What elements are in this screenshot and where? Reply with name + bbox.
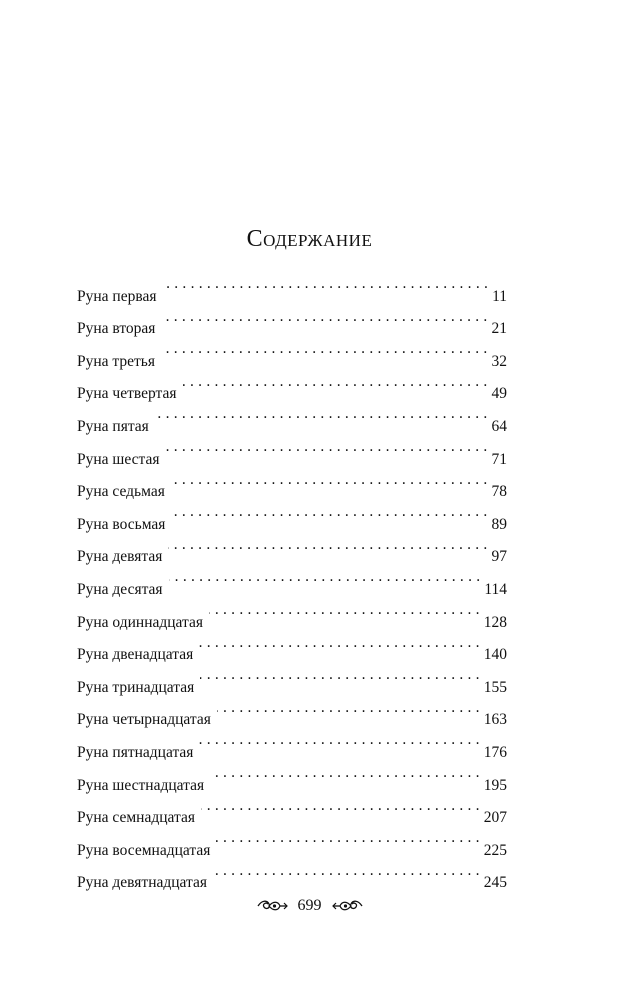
toc-entry-page: 32 [491, 352, 507, 370]
toc-entry-page: 78 [491, 483, 507, 501]
dot-leader [171, 464, 488, 497]
toc-entry-label: Руна седьмая [77, 483, 165, 501]
toc-entry-page: 49 [491, 385, 507, 403]
toc-entry-label: Руна четырнадцатая [77, 711, 211, 729]
dot-leader [171, 496, 487, 529]
dot-leader [210, 757, 480, 790]
toc-entry-label: Руна семнадцатая [77, 809, 195, 827]
page-title: Содержание [246, 226, 373, 252]
dot-leader [216, 822, 479, 855]
dot-leader [213, 855, 480, 888]
toc-entry-page: 207 [483, 809, 507, 827]
dot-leader [183, 366, 488, 399]
toc-entry [77, 268, 507, 305]
toc-entry-page: 11 [492, 287, 507, 305]
toc-entry-page: 21 [491, 320, 507, 338]
toc-entry-page: 97 [491, 548, 507, 566]
dot-leader [161, 301, 487, 334]
dot-leader [201, 790, 480, 823]
toc-entry-page: 114 [484, 580, 507, 598]
flourish-ornament-icon [330, 898, 364, 914]
toc-entry-page: 225 [483, 841, 507, 859]
toc-entry-label: Руна одиннадцатая [77, 613, 204, 631]
toc-entry-label: Руна первая [77, 287, 157, 305]
flourish-ornament-icon [256, 898, 290, 914]
dot-leader [161, 333, 488, 366]
toc-entry-label: Руна шестая [77, 450, 160, 468]
dot-leader [209, 594, 480, 627]
toc-entry-label: Руна третья [77, 352, 155, 370]
toc-entry-label: Руна шестнадцатая [77, 776, 205, 794]
dot-leader [162, 268, 488, 301]
toc-entry-label: Руна восьмая [77, 515, 166, 533]
page-footer [0, 897, 619, 915]
toc-entry-page: 128 [483, 613, 507, 631]
toc-entry-page: 245 [483, 874, 507, 892]
page-number: 699 [297, 897, 322, 914]
dot-leader [168, 529, 487, 562]
toc-entry-page: 71 [491, 450, 507, 468]
toc-entry-label: Руна тринадцатая [77, 678, 195, 696]
dot-leader [199, 724, 479, 757]
toc-entry-page: 89 [491, 515, 507, 533]
toc-entry-page: 163 [483, 711, 507, 729]
toc-entry-page: 176 [483, 743, 507, 761]
toc-entry-label: Руна восемнадцатая [77, 841, 211, 859]
dot-leader [199, 627, 480, 660]
dot-leader [169, 561, 481, 594]
dot-leader [200, 659, 480, 692]
table-of-contents [77, 268, 507, 892]
toc-entry-page: 155 [483, 678, 507, 696]
dot-leader [165, 431, 487, 464]
toc-entry-label: Руна пятнадцатая [77, 743, 194, 761]
toc-entry-page: 64 [491, 417, 507, 435]
dot-leader [155, 398, 488, 431]
toc-entry-label: Руна десятая [77, 580, 163, 598]
toc-entry-page: 195 [483, 776, 507, 794]
toc-entry-label: Руна двенадцатая [77, 646, 194, 664]
toc-entry-page: 140 [483, 646, 507, 664]
toc-entry-label: Руна пятая [77, 417, 149, 435]
toc-entry-label: Руна девятнадцатая [77, 874, 208, 892]
toc-entry-label: Руна девятая [77, 548, 163, 566]
toc-entry-label: Руна четвертая [77, 385, 177, 403]
toc-entry-label: Руна вторая [77, 320, 156, 338]
dot-leader [217, 692, 480, 725]
